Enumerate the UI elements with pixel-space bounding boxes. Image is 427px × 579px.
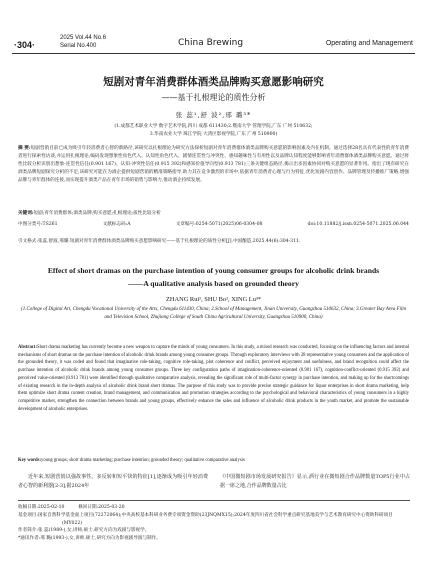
abstract-text-cn: 短剧营销目前已成为吸引年轻消费者心智的新路径,该研究以扎根理论为研究方法探析短剧对青年消费群体酒类品牌购买意愿的影响因素及内在机制。通过选择28名具有代表性的青年消费者进行探索性访谈,并运用扎根理论,编码发现想象性角色代入、认知性角色代入、剧情连贯性与冲突性、感知趣味性与有用性以及品牌认知程度能够影响青年消费群体酒类品牌购买意愿。通过将性比较分析识别出想象-连贯性信任(0.901 167)、认知-冲突性信任(0.915 392)和感知价值导向型(0.913 781)三条关键组态路径,揭示出多因素协同对购买意愿的显著作用。指出了现有研究在酒类品牌短剧探究分析的不足,该研究可能在为酒企提供短剧营销的精准策略指导,助力其在竞争激烈的市场中,依据青年消费者心理与行为特征,优化短剧内容创作、品牌管理及传播推广策略,增强品牌与青年群体的连接,而实现提升酒类产品在青年市场的销售与影响力,推动酒企持续发展。	[18, 146, 409, 183]
volume-issue	[60, 34, 106, 50]
corresponding-author: *通讯作者:邢 璐(1993-),女,讲师,硕士,研究方向为影视剧导演与制作。	[18, 536, 161, 542]
doc-code: 文献标志码:A	[102, 222, 131, 227]
keywords-en	[18, 457, 409, 465]
funding-note: 基金项目:国家自然科学基金面上项目(72272064);中央高校基本科研业务费专项资金资助(23JNQMX15);2024年度四川省社会科学重点研究基地美学与艺术教育研究中心资助科研项目(MY022)	[18, 512, 393, 526]
affiliations-cn	[20, 123, 407, 138]
serial-number: Serial No.400	[60, 43, 97, 49]
keywords-label-en: Key words:	[18, 458, 42, 463]
journal-name: China Brewing	[178, 38, 244, 48]
abstract-label-en: Abstract:	[18, 345, 38, 350]
footnotes	[18, 504, 409, 543]
subtitle-cn: ——基于扎根理论的质性分析	[161, 93, 266, 102]
header-rule	[12, 53, 415, 54]
author-bio: 作者简介:张 蕊(1989-),女,讲师,硕士,研究方向为戏剧与影视学。	[18, 528, 150, 534]
article-number: 文章编号:0254-5071(2025)06-0304-08	[175, 222, 263, 227]
affiliation-line: (1.成都艺术职业大学 数字艺术学院,四川 成都 611430;2.暨南大学 管理学院,广东 广州 510632;	[114, 124, 313, 129]
affiliations-en: (1.College of Digital Art, Chengdu Vocational University of the Arts, Chengdu 611430, China; 2.School of Management, Jinan University, Guangzhou 510632, China; 3.Greater Bay Area Film and Television School, Zhujiang College of South China Agricultural University, Guangzhou 510900, China)	[21, 307, 406, 320]
page-number: ·304·	[14, 40, 36, 50]
authors-en: ZHANG Rui¹, SHU Bo², XING Lu³*	[165, 296, 262, 303]
doi-link[interactable]: doi:10.11882/j.issn.0254-5071.2025.06.044	[307, 222, 409, 227]
body-column-left: 近年来,短剧营销以强故事性、多反转和短平快的特征[1],逐渐成为吸引年轻消费者心智的新利器[2-3],据2024年	[18, 474, 208, 489]
keywords-text-en: young groups; short drama marketing; purchase intention; grounded theory; qualitative comparative analysis	[41, 458, 245, 463]
authors-cn: 张 蕊¹,舒 波²,邢 璐³*	[175, 111, 252, 119]
affiliation-line: 3.华南农业大学 珠江学院 大湾区影视学院,广东 广州 510900)	[149, 131, 278, 137]
keywords-label-cn: 关键词:	[18, 211, 34, 216]
article-meta	[18, 221, 409, 229]
body-column-right: 《中国微短剧市场发展研究报告》显示,酒行业在微短剧合作品牌数量TOP5行业中占据一席之地,合作品牌数量占比	[220, 474, 410, 489]
volume-issue-line: 2025 Vol.44 No.6	[60, 35, 107, 41]
keywords-cn	[18, 210, 409, 218]
section-name: Operating and Management	[325, 40, 413, 47]
abstract-text-en: Short drama marketing has currently become a new weapon to capture the minds of young consumers. In this study, a mixed research was conducted, focusing on the influencing factors and internal mechanisms of short dramas on the purchase intention of alcoholic drink brands among young consumer groups. Through exploratory interviews with 28 representative young consumers and the application of the grounded theory, it was coded and found that imaginative role-taking, cognitive role-taking, plot coherence and conflict, perceived enjoyment and usefulness, and brand recognition could affect the purchase intention of alcoholic drink brands among young consumer groups. Three key configuration paths of imagination-coherence-oriented (0.901 167), cognition-conflict-oriented (0.915 392) and perceived value-oriented (0.913 781) were identified through qualitative comparative analysis, revealing the significant role of multi-factor synergy in purchase intention, and making up for the shortcomings of existing research in the in-depth analysis of alcoholic drink brand short dramas. The purpose of this study was to provide precise strategic guidance for liquor enterprises in short drama marketing, help them optimize short drama content creation, brand management, and communication and promotion strategies according to the psychological and behavioral characteristics of young consumers in a highly competitive market, strengthen the connection between brands and young groups, effectively enhance the sales and influence of alcoholic drink products in the youth market, and promote the sustainable development of alcoholic enterprises.	[18, 345, 409, 412]
citation-format: 引文格式:张蕊,舒波,邢璐.短剧对青年消费群体酒类品牌购买意愿影响研究——基于扎根理论的质性分析[J].中国酿造,2025,44(6):304-311.	[18, 239, 301, 244]
footnote-rule	[18, 500, 410, 501]
abstract-cn	[18, 145, 409, 185]
received-date: 收稿日期:2025-02-10 修回日期:2025-03-20	[18, 505, 125, 510]
abstract-en	[18, 344, 409, 413]
title-cn: 短剧对青年消费群体酒类品牌购买意愿影响研究	[103, 76, 324, 88]
keywords-text-cn: 短剧;青年消费群体;酒类品牌;购买意愿;扎根理论;质性比较分析	[33, 211, 161, 216]
title-en: Effect of short dramas on the purchase intention of young consumer groups for alcoholic drink brands	[47, 266, 380, 275]
subtitle-en: ——A qualitative analysis based on grounded theory	[128, 279, 299, 288]
clc-number: 中图分类号:TS261	[18, 222, 58, 227]
abstract-label-cn: 摘 要:	[18, 146, 31, 151]
